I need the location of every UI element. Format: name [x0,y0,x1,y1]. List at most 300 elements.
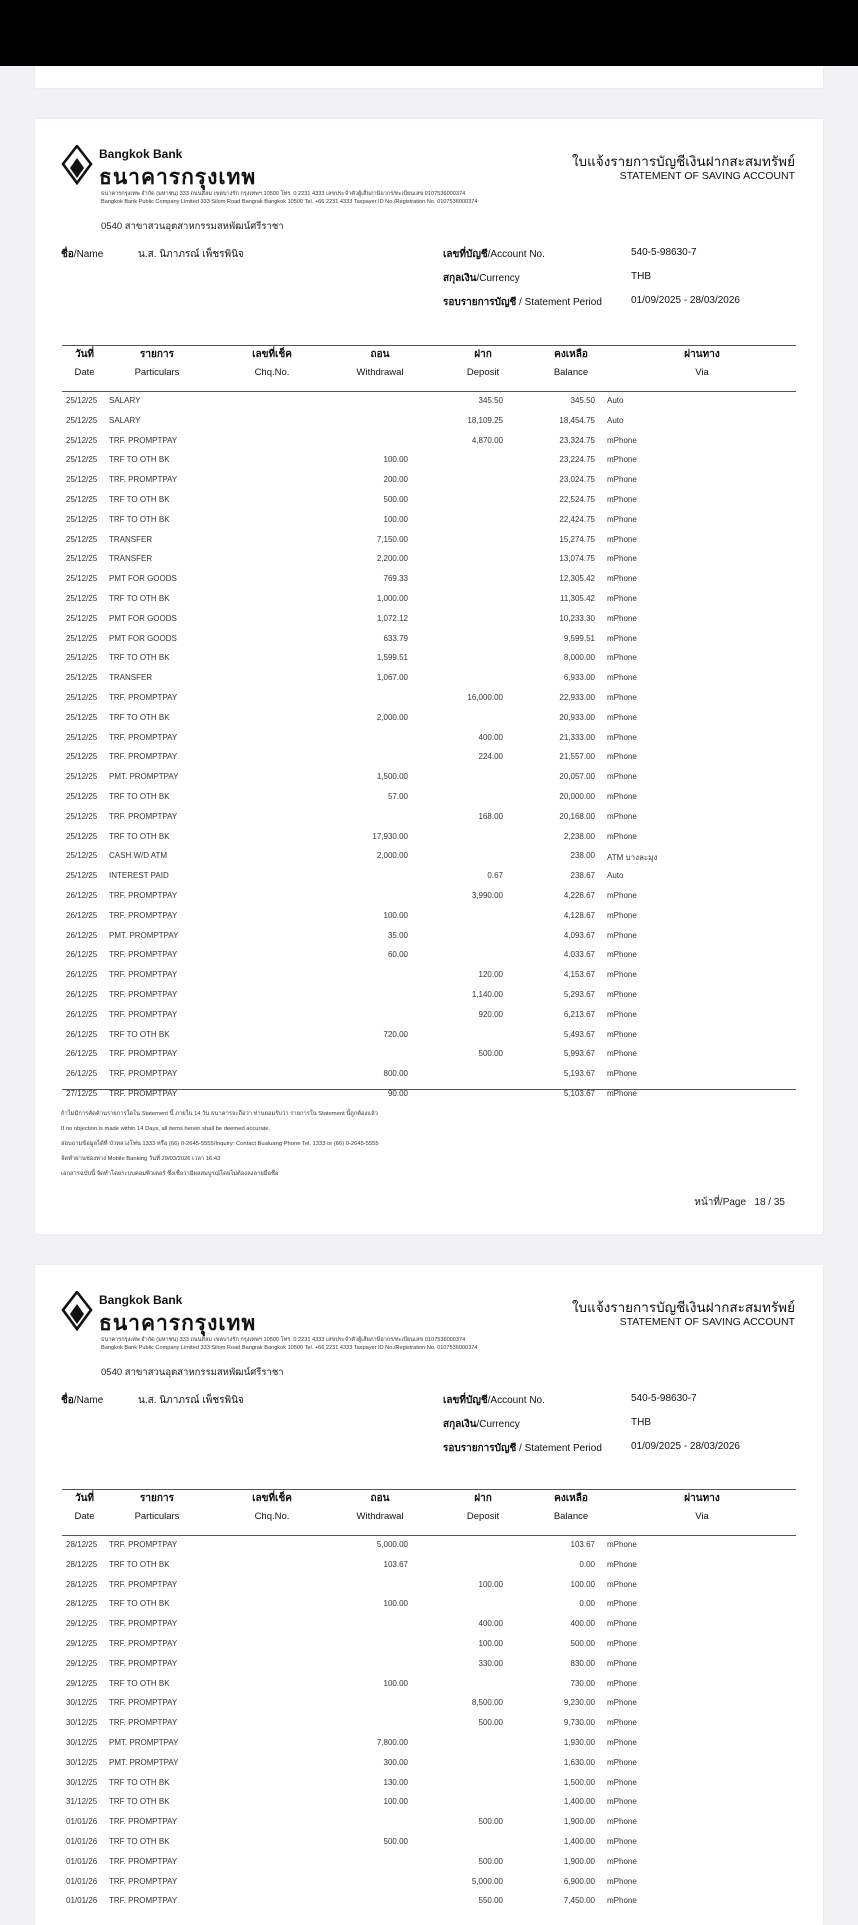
row-particulars: TRF. PROMPTPAY [109,1639,178,1648]
table-row [62,1791,796,1811]
row-date: 26/12/25 [66,930,98,940]
row-withdrawal: 2,000.00 [376,851,408,861]
row-balance: 6,213.67 [563,1009,595,1019]
row-via: mPhone [607,1089,637,1098]
row-withdrawal: 90.00 [387,1089,408,1098]
row-balance: 1,500.00 [563,1777,595,1787]
table-row [62,568,796,588]
row-via: ATM บางละมุง [607,853,658,863]
row-particulars: PMT. PROMPTPAY [109,1757,179,1767]
row-particulars: TRF. PROMPTPAY [109,1856,178,1866]
row-via: mPhone [607,554,637,564]
row-via: mPhone [607,831,637,841]
row-particulars: TRANSFER [109,534,153,544]
bank-address [101,1336,478,1352]
row-date: 29/12/25 [66,1658,98,1668]
statement-title-en: STATEMENT OF SAVING ACCOUNT [619,170,795,182]
row-date: 25/12/25 [66,594,98,603]
table-row [62,509,796,529]
account-label: เลขที่บัญชี/Account No. [443,1395,545,1406]
table-row [62,885,796,905]
row-balance: 1,900.00 [563,1856,595,1866]
account-value: 540-5-98630-7 [631,247,697,258]
bank-address-en: Bangkok Bank Public Company Limited 333 Silom Road Bangrak Bangkok 10500 Tel. +66 2231 4333 Taxpayer ID No./Registration No. 0107536000374 [101,1345,478,1351]
row-via: mPhone [607,435,637,445]
row-via: mPhone [607,594,637,603]
row-via: mPhone [607,633,637,643]
row-via: mPhone [607,1718,637,1728]
row-via: mPhone [607,1069,637,1079]
table-row [62,1871,796,1891]
row-deposit: 345.50 [478,396,503,405]
row-date: 26/12/25 [66,891,98,900]
row-balance: 4,228.67 [563,891,595,900]
table-row [62,1692,796,1712]
row-date: 25/12/25 [66,613,98,623]
row-via: mPhone [607,792,637,801]
row-via: mPhone [607,891,637,900]
statement-title-en: STATEMENT OF SAVING ACCOUNT [619,1316,795,1328]
row-via: Auto [607,871,624,881]
row-withdrawal: 35.00 [387,930,408,940]
row-via: mPhone [607,514,637,524]
row-date: 25/12/25 [66,712,98,722]
row-balance: 20,057.00 [559,772,595,782]
table-row [62,865,796,885]
table-row [62,390,796,410]
table-row [62,905,796,925]
bank-name-th: ธนาคารกรุงเทพ [99,1311,257,1335]
row-balance: 21,557.00 [559,752,595,762]
table-row [62,489,796,509]
statement-page [35,1265,823,1925]
row-date: 28/12/25 [66,1540,98,1549]
col-particulars: รายการ Particulars [134,349,180,378]
row-withdrawal: 300.00 [383,1757,408,1767]
row-balance: 4,033.67 [563,950,595,960]
row-deposit: 3,990.00 [471,891,503,900]
row-deposit: 5,000.00 [471,1876,503,1886]
table-row [62,786,796,806]
row-balance: 5,293.67 [563,990,595,999]
currency-value: THB [631,1417,651,1428]
row-via: mPhone [607,1837,637,1846]
table-row [62,925,796,945]
row-balance: 1,930.00 [563,1738,595,1747]
row-balance: 15,274.75 [559,534,595,544]
branch-name: 0540 สาขาสวนอุตสาหกรรมสหพัฒน์ศรีราชา [101,221,284,232]
row-withdrawal: 57.00 [387,792,408,801]
row-balance: 12,305.42 [559,574,595,584]
footer-objection-th: ถ้าไม่มีการคัดค้านรายการใดใน Statement นี้ ภายใน 14 วัน ธนาคารจะถือว่า ท่านยอมรับว่า รายการใน Statement นี้ถูกต้องแล้ว [61,1111,378,1117]
row-particulars: PMT FOR GOODS [109,633,177,643]
row-deposit: 8,500.00 [471,1698,503,1708]
row-balance: 9,230.00 [563,1698,595,1708]
col-withdrawal: ถอน Withdrawal [356,349,404,378]
row-balance: 238.00 [570,851,595,861]
row-deposit: 100.00 [478,1579,503,1589]
table-row [62,727,796,747]
row-balance: 730.00 [570,1678,595,1688]
col-withdrawal: ถอน Withdrawal [356,1493,404,1522]
row-deposit: 500.00 [478,1817,503,1827]
row-particulars: INTEREST PAID [109,871,169,881]
table-row [62,806,796,826]
bank-address-th: ธนาคารกรุงเทพ จำกัด (มหาชน) 333 ถนนสีลม เขตบางรัก กรุงเทพฯ 10500 โทร. 0 2231 4333 เลขประจำตัวผู้เสียภาษีอากร/ทะเบียนเลข 0107536000374 [101,1337,466,1343]
row-via: mPhone [607,1009,637,1019]
row-particulars: TRF TO OTH BK [109,1837,170,1846]
row-withdrawal: 769.33 [383,574,408,584]
row-deposit: 4,870.00 [471,435,503,445]
row-date: 25/12/25 [66,514,98,524]
name-value: น.ส. นิภาภรณ์ เพ็ชรพินิจ [138,1395,244,1406]
row-balance: 21,333.00 [559,732,595,742]
table-row [62,647,796,667]
row-date: 26/12/25 [66,990,98,999]
row-via: mPhone [607,910,637,920]
row-balance: 1,900.00 [563,1817,595,1827]
lotus-logo-icon [61,145,93,187]
row-particulars: TRF. PROMPTPAY [109,693,178,702]
row-balance: 22,933.00 [559,693,595,702]
row-balance: 9,599.51 [563,633,595,643]
row-balance: 830.00 [570,1658,595,1668]
row-date: 30/12/25 [66,1718,98,1728]
table-row [62,1772,796,1792]
row-particulars: TRANSFER [109,554,153,564]
lotus-logo-icon [61,1291,93,1333]
table-row [62,746,796,766]
row-withdrawal: 720.00 [383,1029,408,1039]
row-deposit: 400.00 [478,732,503,742]
col-balance: คงเหลือ Balance [553,1493,589,1522]
period-value: 01/09/2025 - 28/03/2026 [631,1441,740,1452]
row-balance: 4,128.67 [563,910,595,920]
row-particulars: TRF TO OTH BK [109,495,170,504]
row-deposit: 920.00 [478,1009,503,1019]
table-row [62,1752,796,1772]
table-row [62,944,796,964]
bank-address-th: ธนาคารกรุงเทพ จำกัด (มหาชน) 333 ถนนสีลม เขตบางรัก กรุงเทพฯ 10500 โทร. 0 2231 4333 เลขประจำตัวผู้เสียภาษีอากร/ทะเบียนเลข 0107536000374 [101,191,466,197]
table-row [62,1673,796,1693]
table-row [62,1890,796,1910]
page-number: หน้าที่/Page 18 / 35 [694,1197,785,1208]
row-particulars: TRF TO OTH BK [109,455,170,465]
row-via: mPhone [607,673,637,683]
row-particulars: TRF. PROMPTPAY [109,1817,178,1827]
row-withdrawal: 100.00 [383,514,408,524]
period-value: 01/09/2025 - 28/03/2026 [631,295,740,306]
row-date: 26/12/25 [66,1049,98,1059]
row-via: mPhone [607,693,637,702]
row-via: mPhone [607,475,637,485]
table-row [62,984,796,1004]
row-date: 01/01/26 [66,1896,98,1906]
row-withdrawal: 17,930.00 [372,831,408,841]
row-withdrawal: 60.00 [387,950,408,960]
row-particulars: TRF. PROMPTPAY [109,1049,178,1059]
table-row [62,608,796,628]
table-row [62,667,796,687]
row-particulars: TRF TO OTH BK [109,1559,170,1569]
row-via: mPhone [607,613,637,623]
row-via: mPhone [607,1757,637,1767]
row-via: mPhone [607,1856,637,1866]
row-date: 28/12/25 [66,1579,98,1589]
statement-footer [61,1107,379,1182]
row-particulars: PMT. PROMPTPAY [109,1738,179,1747]
row-particulars: TRF. PROMPTPAY [109,811,178,821]
name-label: ชื่อ/Name [61,249,104,260]
row-particulars: TRF. PROMPTPAY [109,950,178,960]
row-date: 25/12/25 [66,772,98,782]
row-via: mPhone [607,574,637,584]
branch-name: 0540 สาขาสวนอุตสาหกรรมสหพัฒน์ศรีราชา [101,1367,284,1378]
table-row [62,845,796,865]
row-balance: 23,224.75 [559,455,595,465]
row-via: mPhone [607,1639,637,1648]
row-withdrawal: 1,072.12 [376,613,408,623]
row-date: 30/12/25 [66,1698,98,1708]
row-balance: 11,305.42 [560,594,595,603]
footer-inquiry: สอบถามข้อมูลได้ที่ บัวหลวงโฟน 1333 หรือ (66) 0-2645-5555/Inquiry: Contact Bualuang Phone Tel. 1333 or (66) 0-2645-5555 [61,1141,379,1147]
row-particulars: TRF. PROMPTPAY [109,970,178,980]
table-row [62,410,796,430]
row-via: mPhone [607,772,637,782]
table-row [62,469,796,489]
row-particulars: TRF. PROMPTPAY [109,1896,178,1906]
row-particulars: TRF TO OTH BK [109,1599,170,1609]
row-deposit: 550.00 [478,1896,503,1906]
col-particulars: รายการ Particulars [134,1493,180,1522]
table-row [62,1653,796,1673]
col-deposit: ฝาก Deposit [466,349,500,378]
row-balance: 18,454.75 [559,415,595,425]
row-balance: 22,424.75 [559,514,595,524]
row-date: 25/12/25 [66,792,98,801]
col-chq: เลขที่เช็ค Chq.No. [252,349,292,378]
row-particulars: TRF. PROMPTPAY [109,752,178,762]
row-particulars: TRF. PROMPTPAY [109,732,178,742]
row-deposit: 400.00 [478,1619,503,1629]
row-particulars: TRF. PROMPTPAY [109,1876,178,1886]
row-via: mPhone [607,1678,637,1688]
row-particulars: TRF TO OTH BK [109,1797,170,1807]
row-balance: 100.00 [570,1579,595,1589]
col-chq: เลขที่เช็ค Chq.No. [252,1493,292,1522]
row-date: 25/12/25 [66,396,98,405]
row-date: 28/12/25 [66,1559,98,1569]
currency-label: สกุลเงิน/Currency [443,273,520,284]
table-row [62,707,796,727]
row-withdrawal: 1,000.00 [376,594,408,603]
statement-title-th: ใบแจ้งรายการบัญชีเงินฝากสะสมทรัพย์ [571,154,795,169]
row-via: mPhone [607,752,637,762]
row-via: mPhone [607,732,637,742]
row-via: mPhone [607,1698,637,1708]
row-deposit: 18,109.25 [467,415,503,425]
row-balance: 9,730.00 [563,1718,595,1728]
row-via: mPhone [607,930,637,940]
row-particulars: SALARY [109,396,141,405]
row-date: 28/12/25 [66,1599,98,1609]
row-date: 29/12/25 [66,1619,98,1629]
row-via: mPhone [607,495,637,504]
table-bottom-rule [62,1089,796,1090]
currency-label: สกุลเงิน/Currency [443,1419,520,1430]
row-deposit: 100.00 [478,1639,503,1648]
row-particulars: TRF. PROMPTPAY [109,1579,178,1589]
row-date: 25/12/25 [66,455,98,465]
row-via: mPhone [607,1540,637,1549]
row-via: mPhone [607,1049,637,1059]
row-date: 25/12/25 [66,871,98,881]
col-date: วันที่ Date [74,349,95,378]
table-row [62,1811,796,1831]
row-particulars: TRF. PROMPTPAY [109,435,178,445]
table-row [62,1593,796,1613]
row-balance: 500.00 [570,1639,595,1648]
row-balance: 1,400.00 [563,1837,595,1846]
row-withdrawal: 100.00 [383,1797,408,1807]
table-row [62,529,796,549]
table-row [62,628,796,648]
row-date: 30/12/25 [66,1777,98,1787]
row-date: 25/12/25 [66,811,98,821]
bank-address-en: Bangkok Bank Public Company Limited 333 Silom Road Bangrak Bangkok 10500 Tel. +66 2231 4333 Taxpayer ID No./Registration No. 0107536000374 [101,199,478,205]
row-via: mPhone [607,1579,637,1589]
row-date: 01/01/26 [66,1876,98,1886]
row-via: mPhone [607,1797,637,1807]
row-via: mPhone [607,990,637,999]
row-withdrawal: 130.00 [383,1777,408,1787]
period-label: รอบรายการบัญชี / Statement Period [443,297,602,308]
table-row [62,964,796,984]
row-date: 30/12/25 [66,1757,98,1767]
row-balance: 5,493.67 [563,1029,595,1039]
row-balance: 23,324.75 [559,435,595,445]
row-balance: 1,400.00 [563,1797,595,1807]
row-particulars: TRF. PROMPTPAY [109,1069,178,1079]
row-particulars: TRF TO OTH BK [109,792,170,801]
col-via: ผ่านทาง Via [684,349,720,378]
row-via: mPhone [607,712,637,722]
row-date: 25/12/25 [66,693,98,702]
row-date: 29/12/25 [66,1639,98,1648]
row-balance: 103.67 [570,1540,595,1549]
row-date: 26/12/25 [66,970,98,980]
row-deposit: 1,140.00 [471,990,503,999]
row-balance: 7,450.00 [563,1896,595,1906]
row-particulars: TRF. PROMPTPAY [109,1619,178,1629]
table-row [62,1712,796,1732]
row-balance: 400.00 [570,1619,595,1629]
row-via: mPhone [607,1738,637,1747]
row-date: 25/12/25 [66,435,98,445]
row-via: mPhone [607,1029,637,1039]
row-balance: 20,933.00 [559,712,595,722]
row-balance: 5,993.67 [563,1049,595,1059]
row-balance: 23,024.75 [559,475,595,485]
row-particulars: TRF TO OTH BK [109,831,170,841]
row-particulars: TRF TO OTH BK [109,514,170,524]
footer-computer-generated: เอกสารฉบับนี้ จัดทำโดยระบบคอมพิวเตอร์ ซึ่งเชื่อว่ามีผลสมบูรณ์โดยไม่ต้องลงลายมือชื่อ [61,1171,279,1177]
row-balance: 2,238.00 [563,831,595,841]
table-header [62,345,796,392]
table-row [62,1613,796,1633]
row-withdrawal: 2,000.00 [376,712,408,722]
table-row [62,1534,796,1554]
row-date: 25/12/25 [66,534,98,544]
row-withdrawal: 100.00 [383,910,408,920]
row-via: mPhone [607,1658,637,1668]
row-deposit: 330.00 [478,1658,503,1668]
row-balance: 20,168.00 [559,811,595,821]
row-withdrawal: 100.00 [383,1678,408,1688]
currency-value: THB [631,271,651,282]
table-row [62,430,796,450]
row-withdrawal: 1,500.00 [376,772,408,782]
table-row [62,588,796,608]
row-withdrawal: 103.67 [383,1559,408,1569]
row-particulars: TRF. PROMPTPAY [109,1009,178,1019]
statement-page [35,119,823,1234]
row-deposit: 0.67 [487,871,503,881]
bank-logo [61,145,281,189]
row-deposit: 16,000.00 [467,693,503,702]
row-particulars: TRF TO OTH BK [109,594,170,603]
footer-generated: จัดทำผ่านช่องทาง Mobile Banking วันที่ 29/03/2026 เวลา 16:43 [61,1156,221,1162]
row-particulars: TRF. PROMPTPAY [109,1658,178,1668]
row-date: 25/12/25 [66,831,98,841]
row-particulars: TRF. PROMPTPAY [109,990,178,999]
row-deposit: 168.00 [478,811,503,821]
account-value: 540-5-98630-7 [631,1393,697,1404]
row-particulars: TRANSFER [109,673,153,683]
row-via: mPhone [607,455,637,465]
table-row [62,1554,796,1574]
table-row [62,826,796,846]
bank-name-th: ธนาคารกรุงเทพ [99,165,257,189]
row-via: mPhone [607,1876,637,1886]
row-date: 25/12/25 [66,574,98,584]
table-row [62,1732,796,1752]
row-date: 25/12/25 [66,732,98,742]
row-date: 26/12/25 [66,910,98,920]
row-balance: 22,524.75 [559,495,595,504]
row-date: 26/12/25 [66,950,98,960]
row-balance: 4,093.67 [563,930,595,940]
row-balance: 0.00 [579,1559,595,1569]
row-date: 25/12/25 [66,851,98,861]
row-via: mPhone [607,534,637,544]
col-date: วันที่ Date [74,1493,95,1522]
bank-name-en: Bangkok Bank [99,147,183,161]
period-label: รอบรายการบัญชี / Statement Period [443,1443,602,1454]
table-row [62,1063,796,1083]
row-deposit: 500.00 [478,1856,503,1866]
row-balance: 6,900.00 [563,1876,595,1886]
row-date: 01/01/26 [66,1817,98,1827]
row-withdrawal: 633.79 [383,633,408,643]
row-via: mPhone [607,1896,637,1906]
row-withdrawal: 1,067.00 [376,673,408,683]
row-withdrawal: 2,200.00 [376,554,408,564]
table-row [62,1083,796,1103]
name-label: ชื่อ/Name [61,1395,104,1406]
row-balance: 6,933.00 [563,673,595,683]
row-date: 25/12/25 [66,475,98,485]
